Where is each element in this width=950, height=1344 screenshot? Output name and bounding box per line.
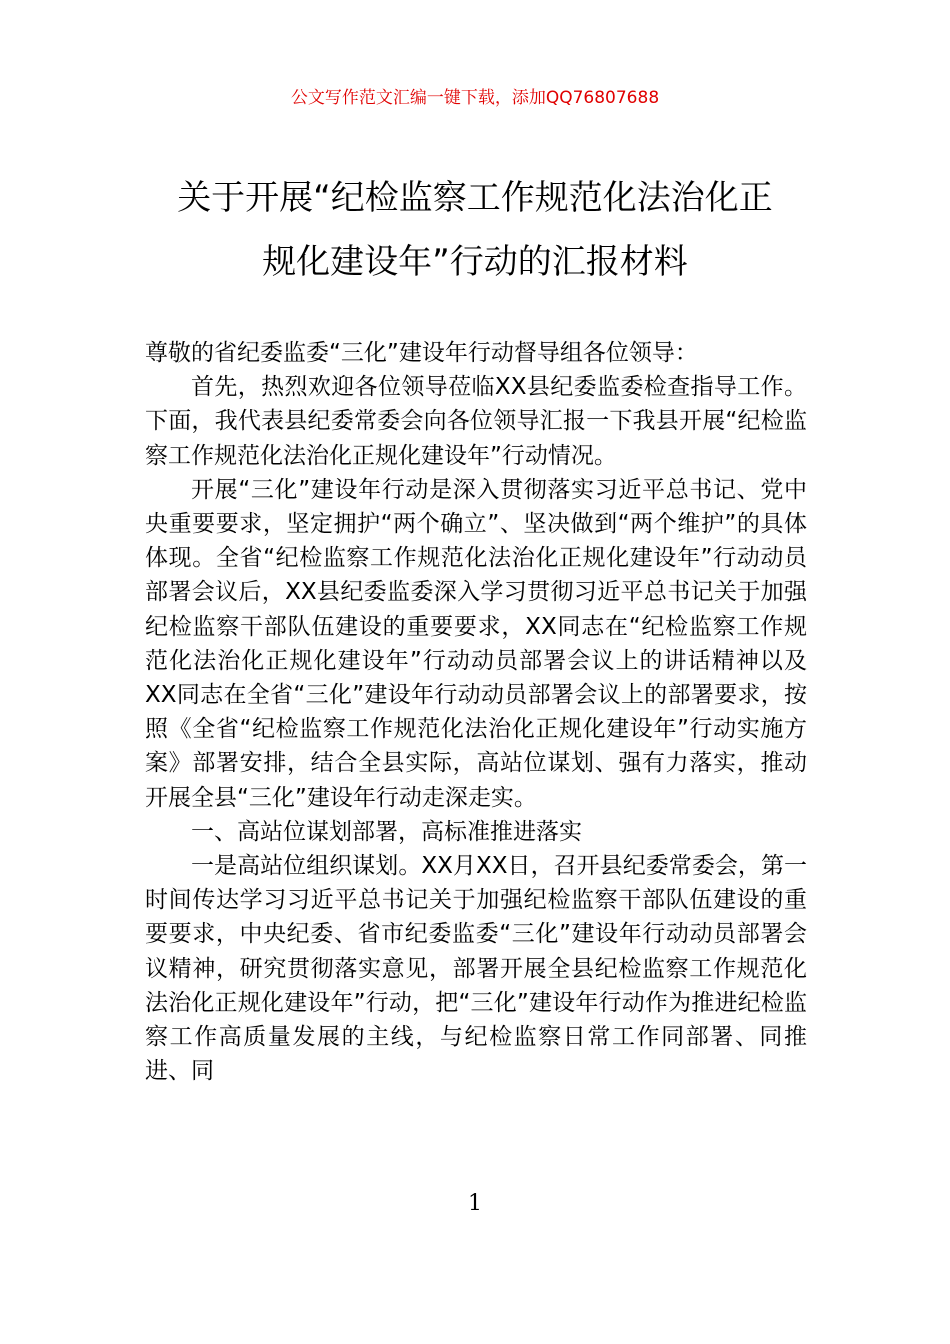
section-paragraph: 一是高站位组织谋划。XX月XX日，召开县纪委常委会，第一时间传达学习习近平总书记关于加强纪检监察干部队伍建设的重要要求，中央纪委、省市纪委监委“三化”建设年行动动员部署会议精神，研究贯彻落实意见，部署开展全县纪检监察工作规范化法治化正规化建设年”行动，把“三化”建设年行动作为推进纪检监察工作高质量发展的主线，与纪检监察日常工作同部署、同推进、同 — [145, 853, 807, 1085]
document-title-line-1: 关于开展“纪检监察工作规范化法治化正 — [177, 178, 773, 218]
document-title-line-2: 规化建设年”行动的汇报材料 — [262, 242, 688, 282]
header-note: 公文写作范文汇编一键下载，添加QQ76807688 — [290, 88, 660, 108]
salutation: 尊敬的省纪委监委“三化”建设年行动督导组各位领导： — [145, 340, 698, 366]
paragraph: 首先，热烈欢迎各位领导莅临XX县纪委监委检查指导工作。下面，我代表县纪委常委会向各位领导汇报一下我县开展“纪检监察工作规范化法治化正规化建设年”行动情况。 — [145, 374, 807, 469]
section-heading: 一、高站位谋划部署，高标准推进落实 — [191, 818, 582, 845]
document-body — [145, 336, 807, 1088]
page-number: 1 — [468, 1191, 482, 1216]
paragraph: 开展“三化”建设年行动是深入贯彻落实习近平总书记、党中央重要要求，坚定拥护“两个确立”、坚决做到“两个维护”的具体体现。全省“纪检监察工作规范化法治化正规化建设年”行动动员部署会议后，XX县纪委监委深入学习贯彻习近平总书记关于加强纪检监察干部队伍建设的重要要求，XX同志在“纪检监察工作规范化法治化正规化建设年”行动动员部署会议上的讲话精神以及XX同志在全省“三化”建设年行动动员部署会议上的部署要求，按照《全省“纪检监察工作规范化法治化正规化建设年”行动实施方案》部署安排，结合全县实际，高站位谋划、强有力落实，推动开展全县“三化”建设年行动走深走实。 — [145, 476, 807, 811]
document-title — [120, 166, 830, 294]
